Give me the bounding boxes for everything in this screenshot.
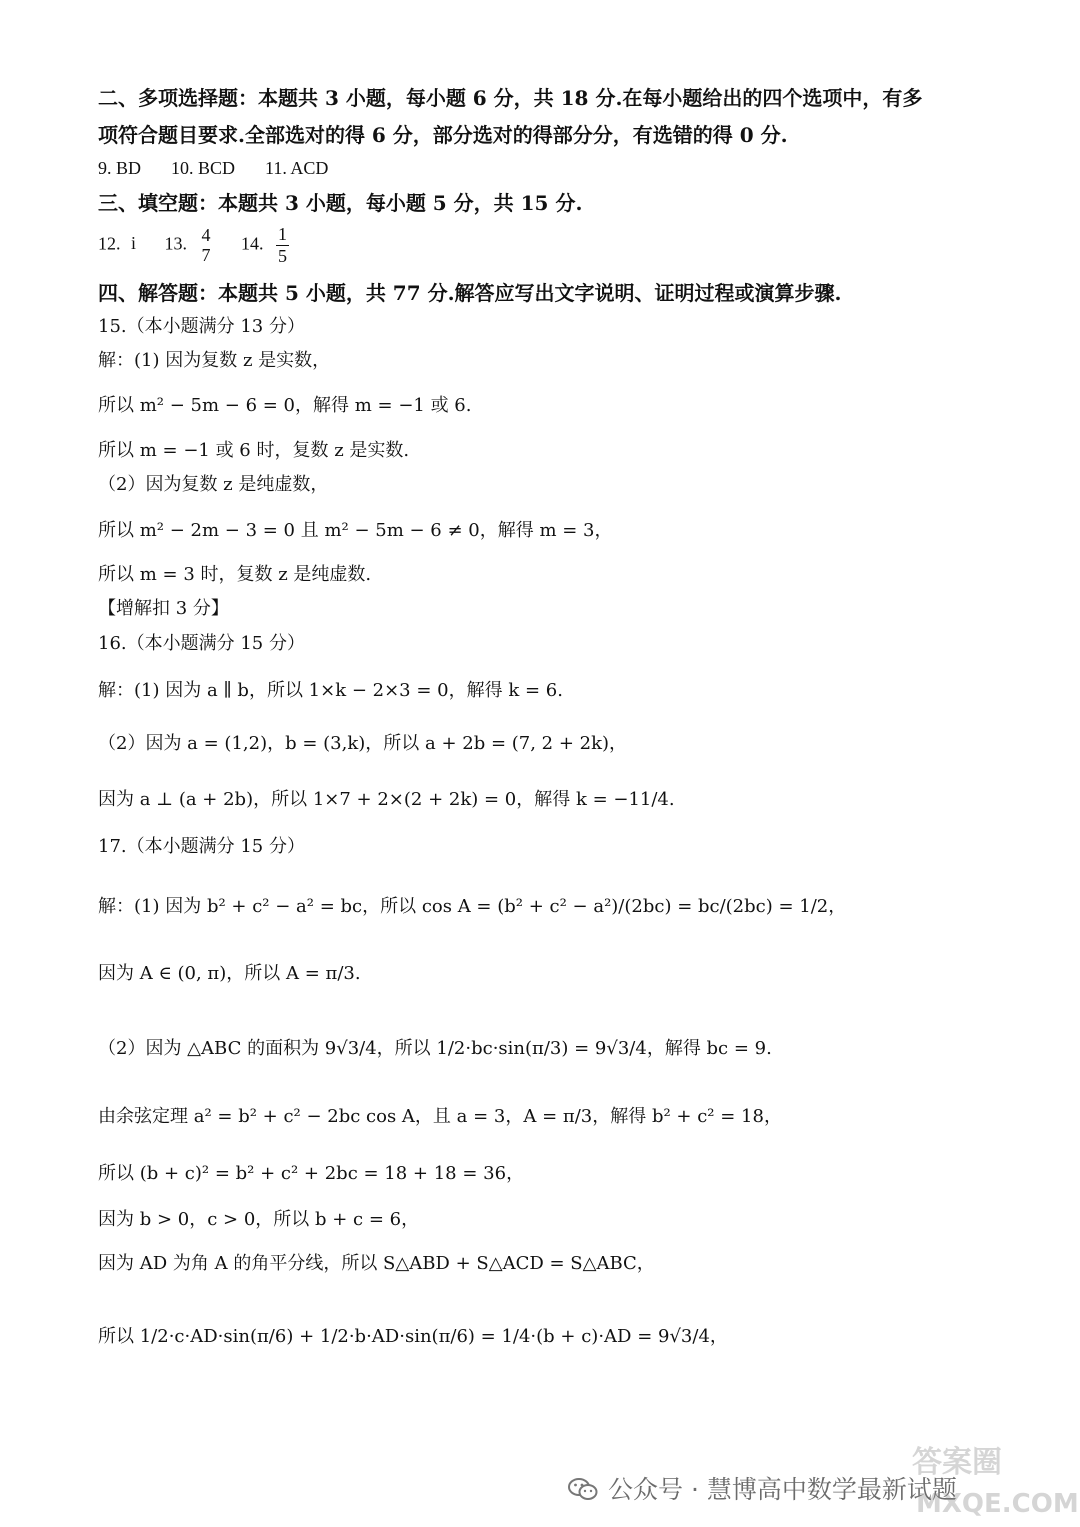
section-2-heading-line1: 二、多项选择题：本题共 3 小题，每小题 6 分，共 18 分.在每小题给出的四个选项中，有多 (98, 86, 923, 110)
answer-13-numerator: 4 (201, 224, 211, 245)
answer-11: 11. ACD (265, 158, 329, 178)
answer-14-denominator: 5 (278, 245, 288, 266)
problem-17-line7: 因为 AD 为角 A 的角平分线，所以 S△ABD + S△ACD = S△ABC， (98, 1253, 655, 1274)
answer-13-denominator: 7 (201, 245, 211, 266)
problem-17-line5: 所以 (b + c)² = b² + c² + 2bc = 18 + 18 = 36， (98, 1163, 525, 1184)
wechat-icon (568, 1477, 598, 1501)
answer-12-label: 12. (98, 233, 121, 254)
problem-16-line3: 因为 a ⊥ (a + 2b)，所以 1×7 + 2×(2 + 2k) = 0，解得 k = −11/4. (98, 789, 675, 810)
problem-15-line1: 解：(1) 因为复数 z 是实数， (98, 350, 331, 371)
brand-text: MXQE.COM (916, 1489, 1079, 1519)
problem-17-line3: （2）因为 △ABC 的面积为 9√3/4，所以 1/2·bc·sin(π/3) = 9√3/4，解得 bc = 9. (98, 1038, 772, 1059)
problem-16-header: 16.（本小题满分 15 分） (98, 633, 305, 654)
answer-14-numerator: 1 (278, 224, 288, 244)
problem-17-header: 17.（本小题满分 15 分） (98, 836, 305, 857)
answer-9: 9. BD (98, 158, 142, 178)
fill-answers (98, 224, 291, 266)
problem-17-line2: 因为 A ∈ (0, π)，所以 A = π/3. (98, 963, 361, 984)
brand-cn-text: 答案圈 (912, 1445, 1002, 1480)
answer-14-fraction (276, 224, 289, 266)
problem-17-line6: 因为 b > 0，c > 0，所以 b + c = 6， (98, 1209, 420, 1230)
answer-13-label: 13. (164, 233, 188, 254)
answer-13-fraction (200, 225, 213, 266)
problem-16-line1: 解：(1) 因为 a ∥ b，所以 1×k − 2×3 = 0，解得 k = 6. (98, 680, 563, 701)
section-2-heading-line2: 项符合题目要求.全部选对的得 6 分，部分选对的得部分分，有选错的得 0 分. (98, 123, 788, 147)
wechat-watermark (568, 1470, 957, 1506)
problem-15-line5: 所以 m² − 2m − 3 = 0 且 m² − 5m − 6 ≠ 0，解得 m = 3， (98, 520, 613, 541)
problem-15-line6: 所以 m = 3 时，复数 z 是纯虚数. (98, 564, 372, 585)
problem-15-header: 15.（本小题满分 13 分） (98, 316, 305, 337)
problem-16-line2: （2）因为 a = (1,2)，b = (3,k)，所以 a + 2b = (7, 2 + 2k)， (98, 733, 628, 754)
section-3-heading: 三、填空题：本题共 3 小题，每小题 5 分，共 15 分. (98, 191, 583, 215)
mc-answers (98, 159, 328, 177)
problem-15-line4: （2）因为复数 z 是纯虚数， (98, 474, 329, 495)
problem-15-line2: 所以 m² − 5m − 6 = 0，解得 m = −1 或 6. (98, 395, 472, 416)
answer-12-value: i (131, 233, 137, 254)
answer-14-label: 14. (241, 233, 264, 254)
problem-15-line3: 所以 m = −1 或 6 时，复数 z 是实数. (98, 440, 410, 461)
problem-15-note: 【增解扣 3 分】 (98, 598, 229, 619)
problem-17-line1: 解：(1) 因为 b² + c² − a² = bc，所以 cos A = (b² + c² − a²)/(2bc) = bc/(2bc) = 1/2， (98, 896, 847, 917)
problem-17-line8: 所以 1/2·c·AD·sin(π/6) + 1/2·b·AD·sin(π/6) = 1/4·(b + c)·AD = 9√3/4， (98, 1326, 728, 1347)
watermark-text: 公众号 · 慧博高中数学最新试题 (608, 1475, 957, 1504)
section-4-heading: 四、解答题：本题共 5 小题，共 77 分.解答应写出文字说明、证明过程或演算步骤. (98, 281, 842, 305)
problem-17-line4: 由余弦定理 a² = b² + c² − 2bc cos A，且 a = 3，A = π/3，解得 b² + c² = 18， (98, 1106, 782, 1127)
brand-logo (902, 1440, 1079, 1520)
answer-10: 10. BCD (171, 158, 236, 178)
